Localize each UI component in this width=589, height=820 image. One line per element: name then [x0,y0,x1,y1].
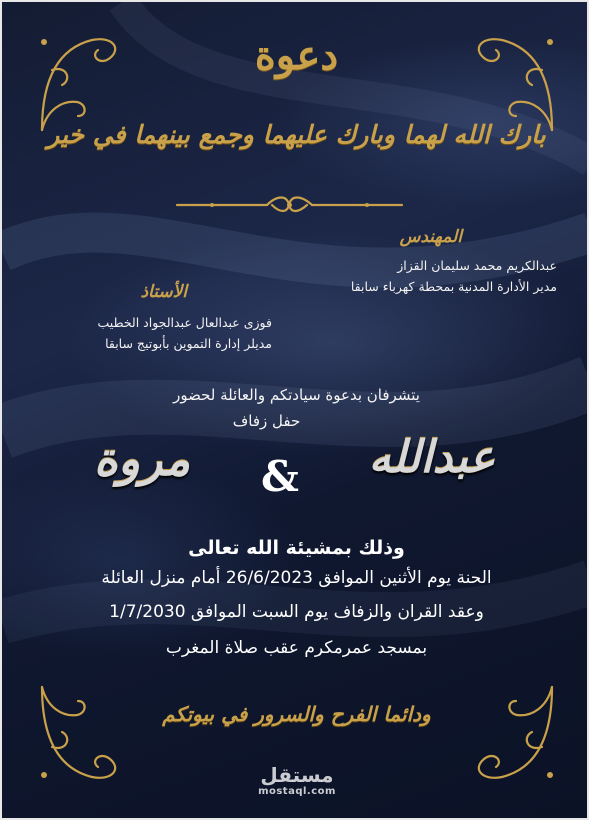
host-right-honorific: المهندس [399,227,462,247]
details-venue: بمسجد عمرمكرم عقب صلاة المغرب [165,638,428,658]
details-blessing: وذلك بمشيئة الله تعالى [188,537,405,559]
host-right-block [257,227,557,297]
details-henna: الحنة يوم الأثنين الموافق 26/6/2023 أمام منزل العائلة [101,568,492,588]
host-left-block [32,282,272,354]
host-left-honorific: الأستاذ [140,282,187,302]
groom-name: عبدالله [368,432,496,483]
closing-wish: ودائما الفرح والسرور في بيوتكم [162,702,431,726]
mostaql-watermark [252,764,342,797]
corner-ornament-bottom-right [462,677,562,787]
invitation-title: دعوة [254,32,339,79]
host-right-name: عبدالكريم محمد سليمان القزاز [397,258,557,273]
host-left-name: فوزى عبدالعال عبدالجواد الخطيب [97,315,272,330]
watermark-domain: mostaql.com [258,786,336,797]
host-right-role: مدير الأدارة المدنية بمحطة كهرباء سابقا [350,279,557,294]
ampersand: & [261,452,299,501]
bride-name: مروة [93,432,191,486]
blessing-calligraphy: بارك الله لهما وبارك عليهما وجمع بينهما في خير [47,120,546,149]
invitation-line-2: حفل زفاف [232,412,301,430]
gold-divider-ornament [172,195,407,215]
details-wedding: وعقد القران والزفاف يوم السبت الموافق 1/7/2030 [109,602,484,622]
host-left-role: مديلر إدارة التموين بأبوتيج سابقا [105,336,272,351]
groom-name-box [357,432,507,483]
invitation-line-1: يتشرفان بدعوة سيادتكم والعائلة لحضور [173,386,420,404]
watermark-brand: مستقل [260,763,334,787]
bride-name-box [87,432,197,486]
corner-ornament-bottom-left [32,677,132,787]
